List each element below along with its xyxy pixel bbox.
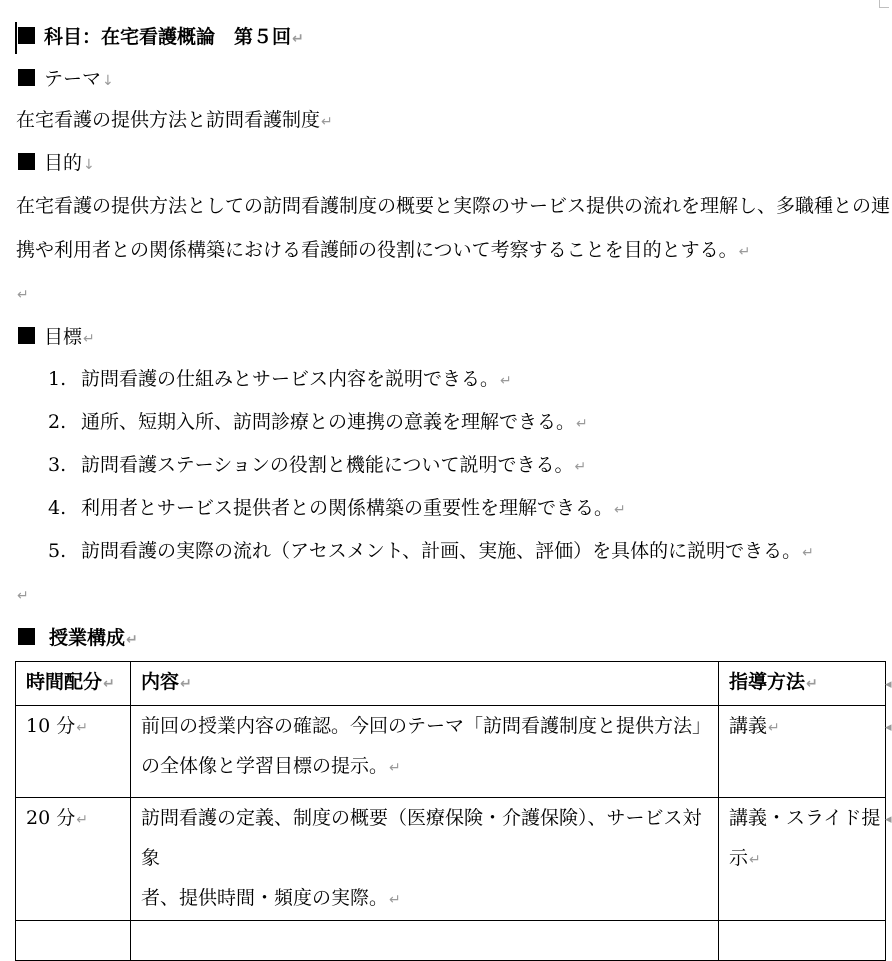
- header-content: 内容: [141, 671, 180, 693]
- black-square-bullet-icon: [18, 327, 35, 344]
- line-break-mark-icon: ↓: [83, 157, 95, 173]
- row-end-mark-icon: ◂: [885, 812, 892, 827]
- goal-number: 3.: [48, 454, 67, 476]
- table-cell[interactable]: 20 分↵: [16, 798, 131, 921]
- header-time: 時間配分: [26, 671, 103, 693]
- cell-end-mark-icon: ↵: [768, 720, 780, 736]
- paragraph-mark-icon: ↵: [321, 114, 333, 130]
- paragraph-mark-icon: ↵: [17, 588, 29, 604]
- line-break-mark-icon: ↓: [102, 73, 114, 89]
- cell-end-mark-icon: ↵: [76, 720, 88, 736]
- table-row: [16, 921, 886, 961]
- table-cell[interactable]: 講義↵: [719, 706, 886, 798]
- empty-paragraph[interactable]: [16, 284, 29, 303]
- purpose-line-2[interactable]: 携や利用者との関係構築における看護師の役割について考察することを目的とする。↵: [16, 239, 751, 261]
- paragraph-mark-icon: ↵: [126, 632, 138, 648]
- header-method: 指導方法: [729, 671, 806, 693]
- black-square-bullet-icon: [18, 69, 35, 86]
- cell-end-mark-icon: ↵: [749, 852, 761, 868]
- cell-end-mark-icon: ↵: [806, 676, 818, 692]
- paragraph-mark-icon: ↵: [802, 545, 814, 561]
- text-cursor: [15, 22, 17, 54]
- goal-item[interactable]: 1. 訪問看護の仕組みとサービス内容を説明できる。↵: [48, 368, 512, 390]
- goal-number: 2.: [48, 411, 67, 433]
- table-cell[interactable]: [16, 921, 131, 961]
- table-cell[interactable]: 10 分↵: [16, 706, 131, 798]
- purpose-line-1[interactable]: 在宅看護の提供方法としての訪問看護制度の概要と実際のサービス提供の流れを理解し、多職種との連: [16, 195, 891, 217]
- table-cell[interactable]: 訪問看護の定義、制度の概要（医療保険・介護保険）、サービス対象 者、提供時間・頻度の実際。↵: [131, 798, 719, 921]
- paragraph-mark-icon: ↵: [500, 373, 512, 389]
- goal-item[interactable]: 3. 訪問看護ステーションの役割と機能について説明できる。↵: [48, 454, 587, 476]
- goal-item[interactable]: 5. 訪問看護の実際の流れ（アセスメント、計画、実施、評価）を具体的に説明できる。↵: [48, 540, 814, 562]
- theme-text[interactable]: 在宅看護の提供方法と訪問看護制度↵: [16, 109, 333, 131]
- theme-heading[interactable]: テーマ↓: [18, 69, 114, 89]
- black-square-bullet-icon: [18, 628, 35, 645]
- goal-number: 5.: [48, 540, 67, 562]
- table-cell[interactable]: [16, 662, 131, 706]
- cell-end-mark-icon: ↵: [76, 812, 88, 828]
- lesson-structure-table: [15, 661, 886, 961]
- paragraph-mark-icon: ↵: [292, 31, 304, 47]
- goals-heading[interactable]: 目標↵: [18, 327, 95, 347]
- goal-item[interactable]: 4. 利用者とサービス提供者との関係構築の重要性を理解できる。↵: [48, 497, 626, 519]
- table-cell[interactable]: 講義・スライド提 示↵: [719, 798, 886, 921]
- paragraph-mark-icon: ↵: [83, 331, 95, 347]
- cell-end-mark-icon: ↵: [389, 760, 401, 776]
- paragraph-mark-icon: ↵: [738, 244, 751, 260]
- cell-end-mark-icon: ↵: [389, 892, 401, 908]
- paragraph-mark-icon: ↵: [614, 502, 626, 518]
- table-row: [16, 798, 886, 921]
- page-corner-mark: [879, 0, 889, 8]
- structure-heading[interactable]: 授業構成↵: [18, 628, 138, 648]
- paragraph-mark-icon: ↵: [576, 416, 588, 432]
- table-cell[interactable]: [719, 921, 886, 961]
- goal-number: 1.: [48, 368, 67, 390]
- table-header-row: [16, 662, 886, 706]
- goal-item[interactable]: 2. 通所、短期入所、訪問診療との連携の意義を理解できる。↵: [48, 411, 588, 433]
- row-end-mark-icon: ◂: [885, 720, 892, 735]
- table-cell[interactable]: [131, 662, 719, 706]
- row-end-mark-icon: ◂: [885, 677, 892, 692]
- empty-paragraph[interactable]: [16, 585, 29, 604]
- table-cell[interactable]: [719, 662, 886, 706]
- subject-heading[interactable]: 科目：在宅看護概論 第５回↵: [18, 27, 304, 47]
- black-square-bullet-icon: [18, 27, 35, 44]
- paragraph-mark-icon: ↵: [17, 287, 29, 303]
- table-cell[interactable]: [131, 921, 719, 961]
- table-cell[interactable]: 前回の授業内容の確認。今回のテーマ「訪問看護制度と提供方法」 の全体像と学習目標の提示。↵: [131, 706, 719, 798]
- subject-title: 在宅看護概論 第５回: [101, 26, 292, 48]
- paragraph-mark-icon: ↵: [574, 459, 587, 475]
- black-square-bullet-icon: [18, 153, 35, 170]
- cell-end-mark-icon: ↵: [103, 676, 115, 692]
- goal-number: 4.: [48, 497, 67, 519]
- cell-end-mark-icon: ↵: [180, 676, 192, 692]
- table-row: [16, 706, 886, 798]
- purpose-heading[interactable]: 目的↓: [18, 153, 95, 173]
